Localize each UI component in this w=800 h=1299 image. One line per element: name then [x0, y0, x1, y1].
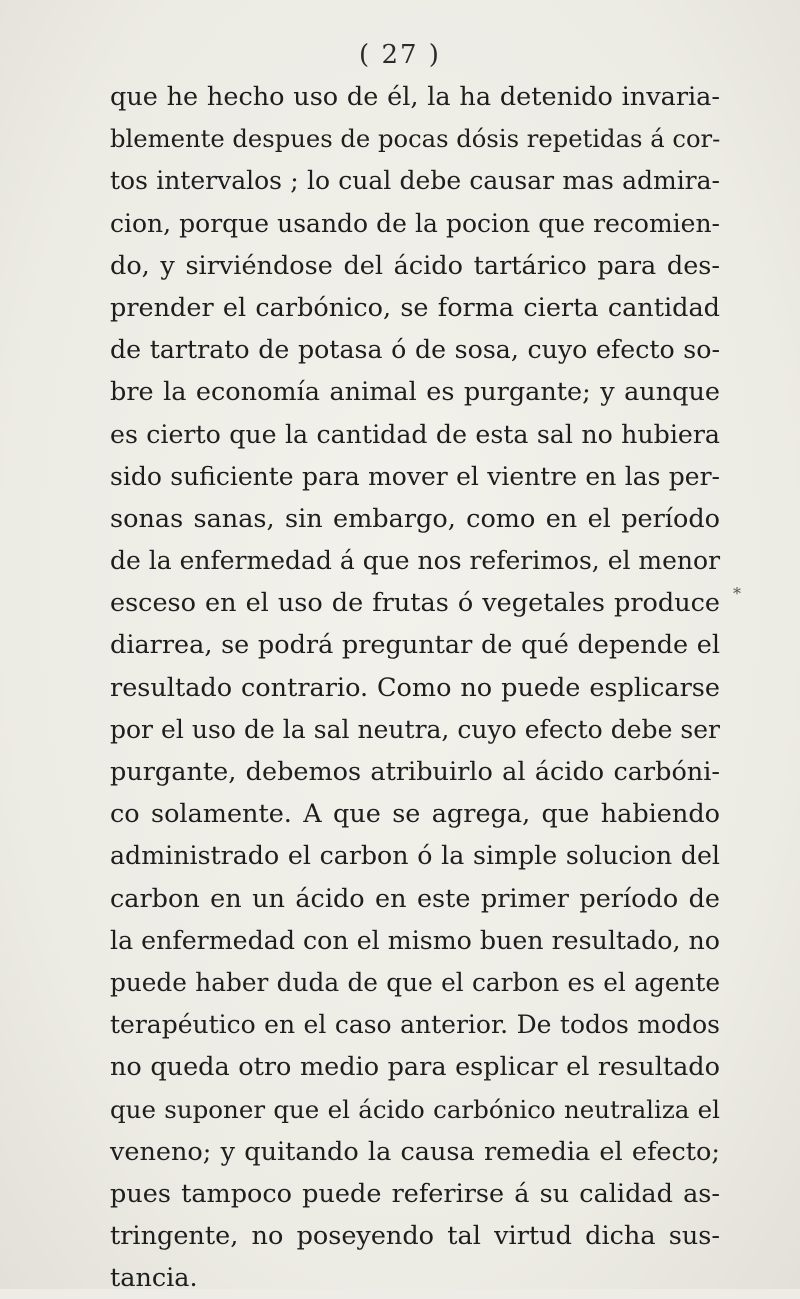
body-text: [110, 76, 720, 1299]
text-line: por el uso de la sal neutra, cuyo efecto debe ser: [110, 714, 720, 744]
text-line: purgante, debemos atribuirlo al ácido carbóni-: [110, 757, 720, 787]
text-line: co solamente. A que se agrega, que habiendo: [110, 799, 720, 830]
text-line: terapéutico en el caso anterior. De todos modos: [110, 1010, 720, 1040]
text-line: tringente, no poseyendo tal virtud dicha sus-: [110, 1221, 720, 1252]
text-line: tos intervalos ; lo cual debe causar mas admira-: [110, 166, 720, 196]
text-line: puede haber duda de que el carbon es el agente: [110, 967, 720, 997]
text-line: carbon en un ácido en este primer período de: [110, 883, 720, 914]
text-line: que he hecho uso de él, la ha detenido invaria-: [110, 82, 720, 112]
text-line: prender el carbónico, se forma cierta cantidad: [110, 292, 720, 323]
text-line: sido suficiente para mover el vientre en las per-: [110, 461, 720, 491]
text-line: pues tampoco puede referirse á su calidad as-: [110, 1178, 720, 1209]
text-line: es cierto que la cantidad de esta sal no hubiera: [110, 419, 720, 449]
text-line: la enfermedad con el mismo buen resultado, no: [110, 925, 720, 955]
page-number: ( 27 ): [359, 40, 441, 70]
text-line: cion, porque usando de la pocion que recomien-: [110, 208, 720, 238]
text-line: blemente despues de pocas dósis repetidas á cor-: [110, 124, 721, 154]
margin-mark: *: [733, 584, 741, 603]
text-line: de tartrato de potasa ó de sosa, cuyo efecto so-: [110, 335, 720, 365]
text-line: bre la economía animal es purgante; y aunque: [110, 377, 720, 408]
text-line: que suponer que el ácido carbónico neutraliza el: [110, 1094, 720, 1124]
text-line: veneno; y quitando la causa remedia el efecto;: [110, 1136, 720, 1167]
text-line: do, y sirviéndose del ácido tartárico para des-: [110, 250, 720, 281]
text-line: esceso en el uso de frutas ó vegetales produce: [110, 588, 720, 619]
text-line: tancia.: [110, 1263, 198, 1294]
text-line: resultado contrario. Como no puede esplicarse: [110, 672, 720, 703]
text-line: no queda otro medio para esplicar el resultado: [110, 1052, 720, 1083]
text-line: sonas sanas, sin embargo, como en el período: [110, 503, 720, 534]
text-line: administrado el carbon ó la simple solucion del: [110, 841, 720, 871]
text-line: de la enfermedad á que nos referimos, el menor: [110, 546, 721, 576]
text-line: diarrea, se podrá preguntar de qué depende el: [110, 630, 720, 661]
